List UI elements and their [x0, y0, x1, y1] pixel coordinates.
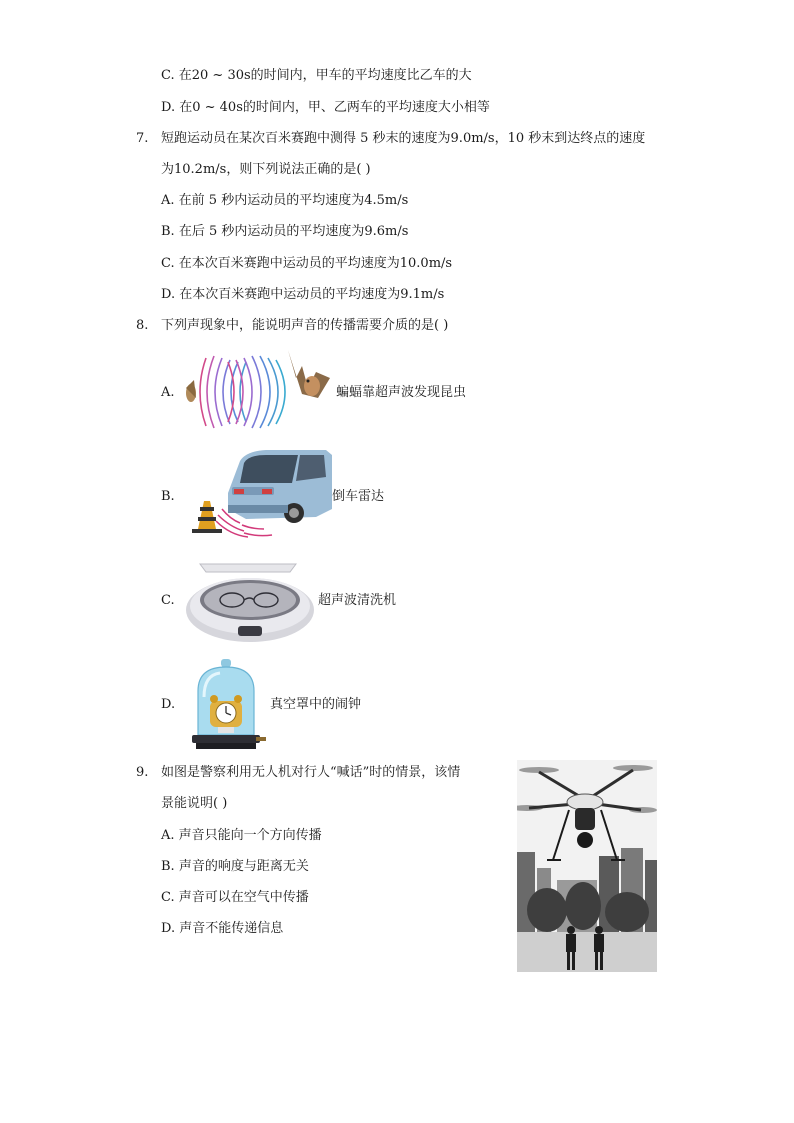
q7-stem-line1: 短跑运动员在某次百米赛跑中测得 5 秒末的速度为9.0m/s，10 秒末到达终点的速度: [161, 131, 646, 146]
q9-stem-line1: 如图是警察利用无人机对行人“喊话”时的情景，该情: [161, 765, 461, 780]
q8-number: 8.: [136, 318, 149, 333]
q9-option-b: B. 声音的响度与距离无关: [161, 859, 309, 874]
q7-option-c: C. 在本次百米赛跑中运动员的平均速度为10.0m/s: [161, 256, 453, 271]
bat-ultrasound-illustration: [184, 348, 332, 436]
q8-stem: 下列声现象中，能说明声音的传播需要介质的是( ): [161, 318, 449, 333]
cleaner-device-icon: [186, 564, 314, 642]
q8-option-b-label: B.: [161, 489, 175, 504]
q8-option-c-caption: 超声波清洗机: [318, 593, 397, 608]
q8-option-c-label: C.: [161, 593, 175, 608]
q6-option-d: D. 在0 ~ 40s的时间内，甲、乙两车的平均速度大小相等: [161, 100, 490, 115]
q9-option-d: D. 声音不能传递信息: [161, 921, 284, 936]
bat-icon: [288, 350, 330, 398]
vacuum-jar-svg: [190, 657, 266, 753]
parking-radar-svg: [186, 447, 332, 539]
q8-option-a-label: A.: [161, 385, 175, 400]
q7-option-a: A. 在前 5 秒内运动员的平均速度为4.5m/s: [161, 193, 409, 208]
q9-number: 9.: [136, 765, 149, 780]
drone-police-photo: [517, 760, 657, 972]
q6-option-c: C. 在20 ~ 30s的时间内，甲车的平均速度比乙车的大: [161, 68, 472, 83]
jar-base-icon: [192, 735, 266, 749]
q7-option-d: D. 在本次百米赛跑中运动员的平均速度为9.1m/s: [161, 287, 445, 302]
sound-waves-icon: [200, 356, 285, 428]
q7-stem-line2: 为10.2m/s，则下列说法正确的是( ): [161, 162, 371, 177]
q8-option-d-label: D.: [161, 697, 176, 712]
q8-option-d-caption: 真空罩中的闹钟: [270, 697, 362, 712]
drone-police-svg: [517, 760, 657, 972]
moth-icon: [186, 380, 196, 402]
parking-radar-illustration: [186, 447, 332, 539]
ultrasonic-cleaner-svg: [184, 560, 316, 644]
q8-option-b-caption: 倒车雷达: [332, 489, 385, 504]
q9-stem-line2: 景能说明( ): [161, 796, 228, 811]
bat-ultrasound-svg: [184, 348, 332, 436]
ultrasonic-cleaner-illustration: [184, 560, 316, 644]
q7-number: 7.: [136, 131, 149, 146]
q8-option-a-caption: 蝙蝠靠超声波发现昆虫: [336, 385, 467, 400]
car-icon: [228, 450, 332, 523]
q9-option-c: C. 声音可以在空气中传播: [161, 890, 309, 905]
q7-option-b: B. 在后 5 秒内运动员的平均速度为9.6m/s: [161, 224, 409, 239]
q9-option-a: A. 声音只能向一个方向传播: [161, 828, 322, 843]
vacuum-jar-illustration: [190, 657, 266, 753]
traffic-cone-icon: [192, 501, 222, 533]
